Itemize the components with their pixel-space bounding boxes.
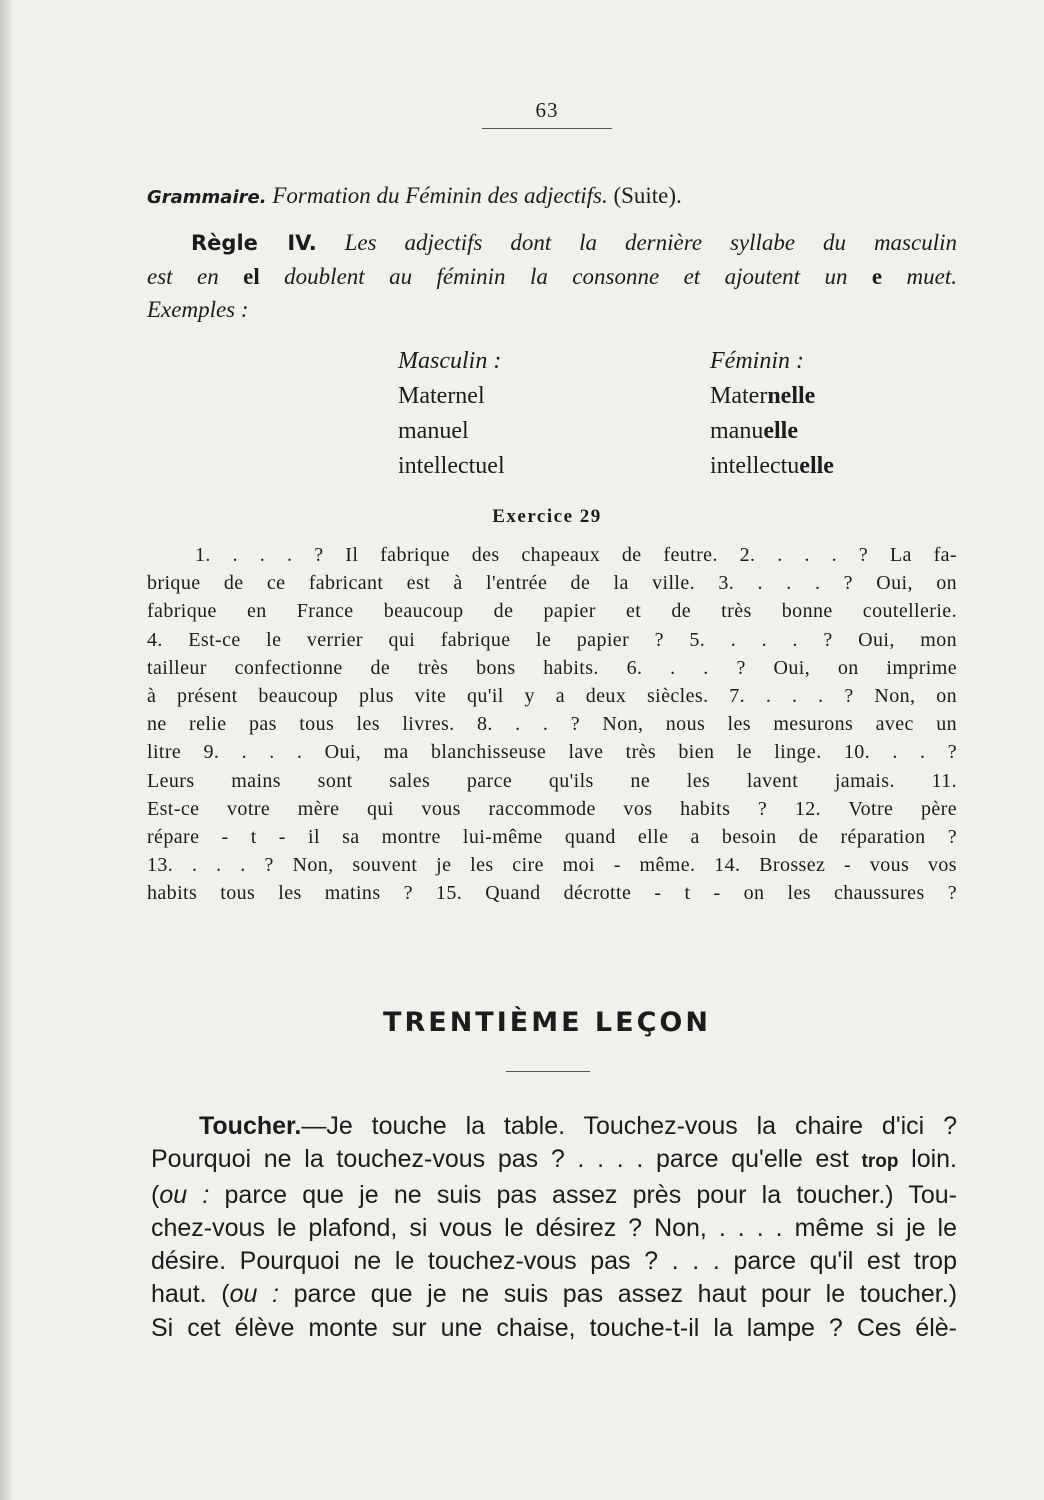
rule-text-2a: est en [147, 264, 244, 289]
rule-lead: Règle IV. [191, 231, 317, 255]
lesson-text-3a: ou : [159, 1180, 210, 1209]
rule-line-2 [147, 260, 957, 293]
feminine-stem: manu [710, 418, 764, 444]
grammar-lead: Grammaire. [147, 187, 267, 208]
feminine-word [710, 379, 960, 414]
exercise-line: répare - t - il sa montre lui-même quand elle a besoin de réparation ? [147, 826, 957, 849]
lesson-text-6b: ou : [229, 1280, 279, 1309]
lesson-line-2 [151, 1143, 957, 1178]
feminine-ending: elle [799, 453, 834, 479]
lesson-text-6c: parce que je ne suis pas assez haut pour le toucher.) [278, 1280, 958, 1309]
lesson-line-5: désire. Pourquoi ne le touchez-vous pas ? . . . parce qu'il est trop [151, 1247, 957, 1276]
masculine-word: Maternel [398, 383, 485, 409]
exercise-line: brique de ce fabricant est à l'entrée de la ville. 3. . . . ? Oui, on [147, 572, 957, 595]
exercise-line: Leurs mains sont sales parce qu'ils ne les lavent jamais. 11. [147, 769, 957, 792]
exercise-line: fabrique en France beaucoup de papier et de très bonne coutellerie. [147, 600, 957, 623]
grammar-suite: (Suite). [607, 183, 682, 208]
lesson-line-4: chez-vous le plafond, si vous le désirez ? Non, . . . . même si je le [151, 1213, 957, 1242]
exercise-line: à présent beaucoup plus vite qu'il y a deux siècles. 7. . . . ? Non, on [147, 685, 957, 708]
exercise-line: tailleur confectionne de très bons habits. 6. . . ? Oui, on imprime [147, 656, 957, 679]
masculine-column [398, 344, 648, 484]
feminine-header: Féminin : [710, 348, 804, 374]
feminine-ending: elle [763, 418, 798, 444]
lesson-line-1 [151, 1110, 957, 1143]
lesson-text-2c: loin. [898, 1145, 957, 1174]
lesson-text-1: —Je touche la table. Touchez-vous la chaire d'ici ? [301, 1112, 957, 1140]
lesson-line-3: (ou : parce que je ne suis pas assez près pour la toucher.) Tou- [151, 1180, 957, 1209]
exercise-line: habits tous les matins ? 15. Quand décrotte - t - on les chaussures ? [147, 882, 957, 905]
page-edge-shadow [0, 0, 12, 1500]
feminine-word [710, 449, 960, 484]
exercise-line: ne relie pas tous les livres. 8. . . ? Non, nous les mesurons avec un [147, 713, 957, 736]
rule-line-1 [147, 226, 957, 260]
exercise-line: 13. . . . ? Non, souvent je les cire moi - même. 14. Brossez - vous vos [147, 854, 957, 877]
exercise-line: Est-ce votre mère qui vous raccommode vos habits ? 12. Votre père [147, 797, 957, 820]
exercise-line: litre 9. . . . Oui, ma blanchisseuse lave très bien le linge. 10. . . ? [147, 741, 957, 764]
lesson-text-2b: trop [861, 1151, 899, 1173]
rule-text-2c: doublent au féminin la consonne et ajoutent un [259, 264, 872, 289]
lesson-title-rule [506, 1071, 590, 1072]
masculine-word: intellectuel [398, 453, 505, 479]
lesson-text-2a: Pourquoi ne la touchez-vous pas ? . . . . parce qu'elle est [151, 1145, 862, 1174]
feminine-column [710, 344, 960, 484]
exercise-line: 1. . . . ? Il fabrique des chapeaux de feutre. 2. . . . ? La fa- [195, 544, 957, 566]
exercise-title: Exercice 29 [492, 506, 602, 527]
examples-label: Exemples : [147, 297, 249, 322]
page-number: 63 [535, 98, 559, 122]
lesson-text-3b: parce que je ne suis pas assez près pour la toucher.) Tou- [209, 1180, 957, 1209]
lesson-title: TRENTIÈME LEÇON [383, 1007, 711, 1038]
rule-line-3 [147, 293, 957, 326]
lesson-text-6a: haut. ( [151, 1280, 230, 1309]
lesson-lead: Toucher. [199, 1112, 302, 1140]
rule-text-1: Les adjectifs dont la dernière syllabe du masculin [316, 230, 957, 255]
rule-text-2b: el [243, 264, 260, 289]
grammar-heading [147, 180, 957, 214]
exercise-line: 4. Est-ce le verrier qui fabrique le papier ? 5. . . . ? Oui, mon [147, 628, 957, 651]
header-rule [482, 128, 612, 129]
rule-text-2d: e [871, 264, 883, 289]
feminine-stem: intellectu [710, 453, 800, 479]
lesson-body [151, 1110, 957, 1345]
rule-paragraph [147, 226, 957, 326]
exercise-body [147, 541, 957, 908]
feminine-ending: nelle [767, 383, 816, 409]
feminine-stem: Mater [710, 383, 768, 409]
rule-text-2e: muet. [882, 264, 958, 289]
grammar-title: Formation du Féminin des adjectifs. [266, 183, 608, 208]
lesson-line-7: Si cet élève monte sur une chaise, touche-t-il la lampe ? Ces élè- [151, 1313, 957, 1342]
lesson-line-6 [151, 1278, 957, 1311]
feminine-word [710, 414, 960, 449]
masculine-word: manuel [398, 418, 469, 444]
masculine-header: Masculin : [398, 348, 502, 374]
